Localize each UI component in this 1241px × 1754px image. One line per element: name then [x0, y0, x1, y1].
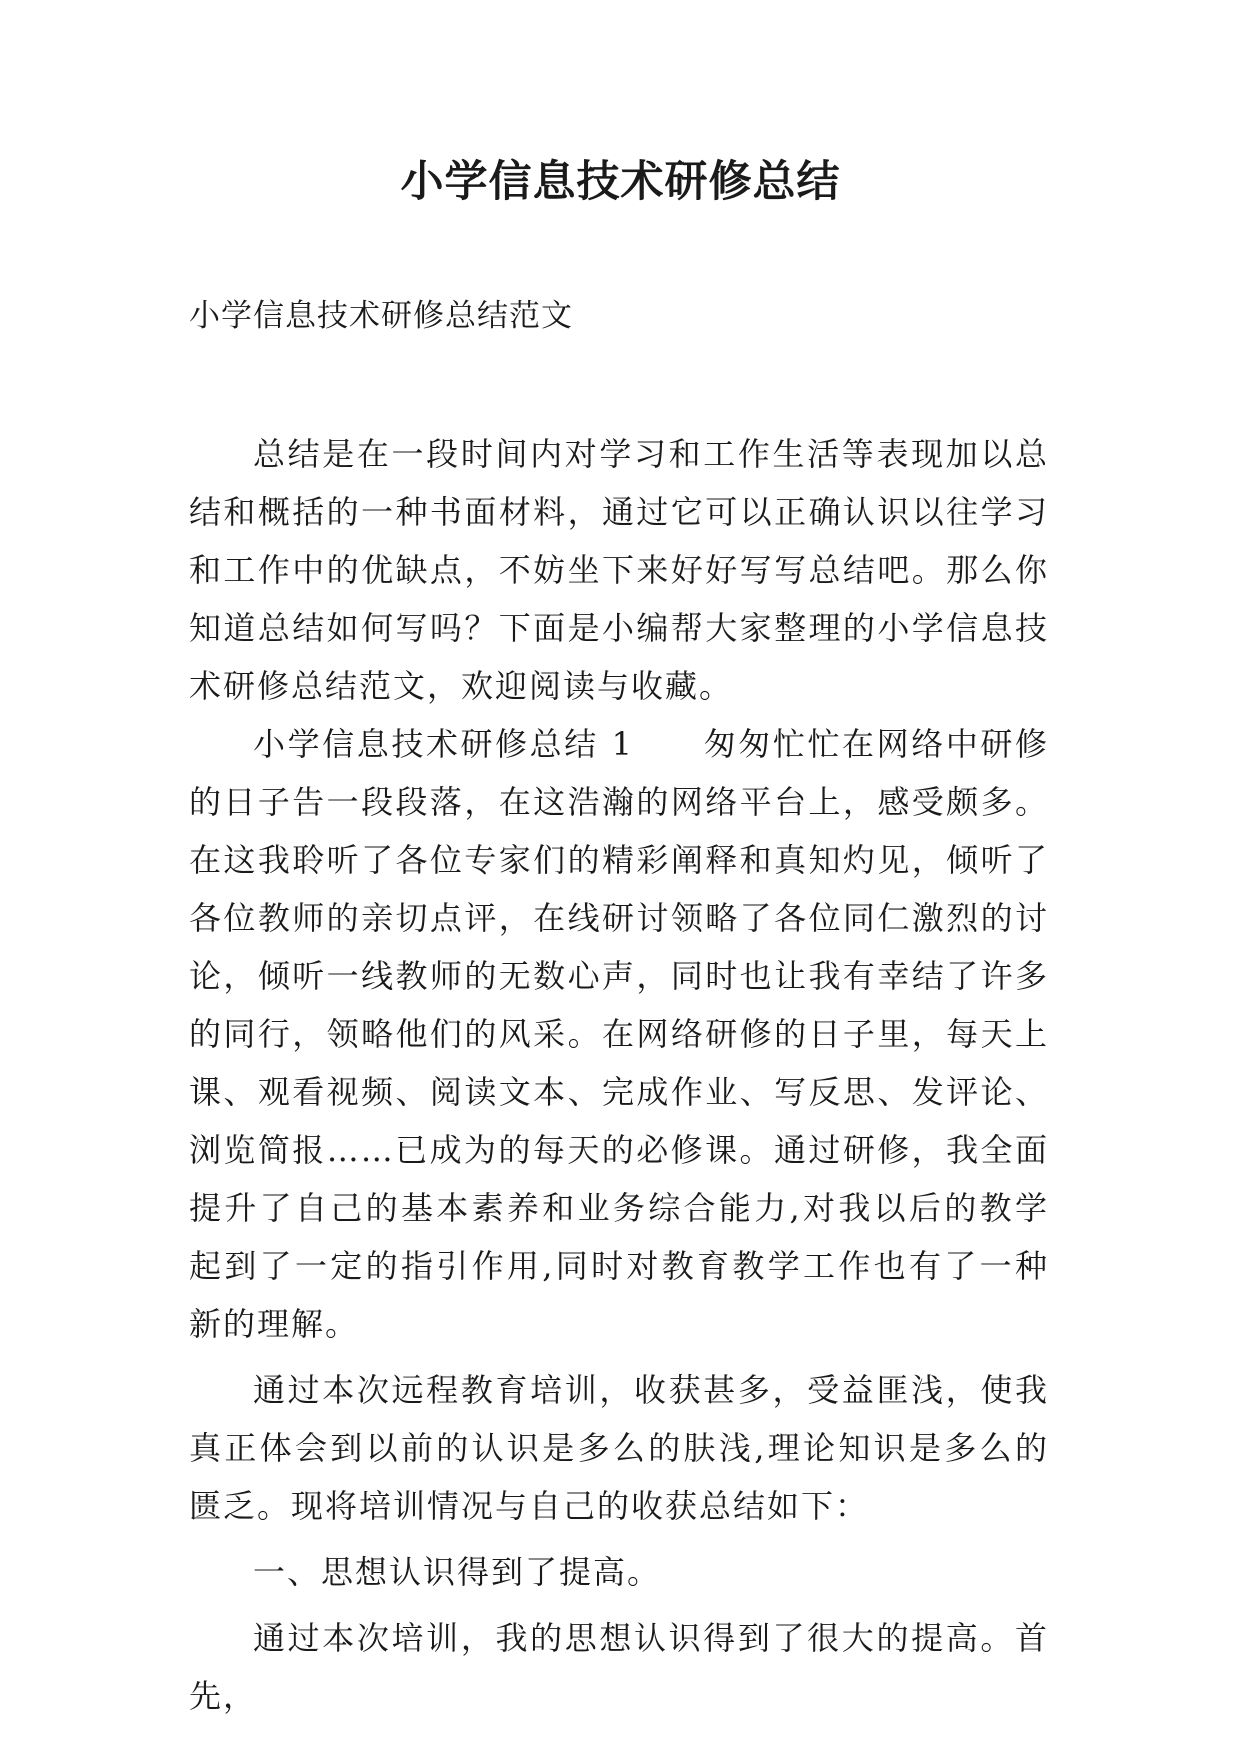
section-heading-1: 一、思想认识得到了提高。 [253, 1553, 662, 1591]
document-subtitle: 小学信息技术研修总结范文 [189, 298, 573, 334]
document-body [189, 287, 1049, 1725]
paragraph-training-overview: 通过本次远程教育培训，收获甚多，受益匪浅，使我真正体会到以前的认识是多么的肤浅,理论知识是多么的匮乏。现将培训情况与自己的收获总结如下： [189, 1371, 1049, 1525]
paragraph-summary-1: 小学信息技术研修总结 1 匆匆忙忙在网络中研修的日子告一段段落，在这浩瀚的网络平台上，感受颇多。在这我聆听了各位专家们的精彩阐释和真知灼见，倾听了各位教师的亲切点评，在线研讨领略了各位同仁激烈的讨论，倾听一线教师的无数心声，同时也让我有幸结了许多的同行，领略他们的风采。在网络研修的日子里，每天上课、观看视频、阅读文本、完成作业、写反思、发评论、浏览简报……已成为的每天的必修课。通过研修，我全面提升了自己的基本素养和业务综合能力,对我以后的教学起到了一定的指引作用,同时对教育教学工作也有了一种新的理解。 [189, 725, 1049, 1343]
paragraph-intro: 总结是在一段时间内对学习和工作生活等表现加以总结和概括的一种书面材料，通过它可以正确认识以往学习和工作中的优缺点，不妨坐下来好好写写总结吧。那么你知道总结如何写吗？下面是小编帮大家整理的小学信息技术研修总结范文，欢迎阅读与收藏。 [189, 435, 1049, 705]
document-title: 小学信息技术研修总结 [400, 157, 841, 207]
paragraph-section-1: 通过本次培训，我的思想认识得到了很大的提高。首先， [189, 1619, 1049, 1715]
